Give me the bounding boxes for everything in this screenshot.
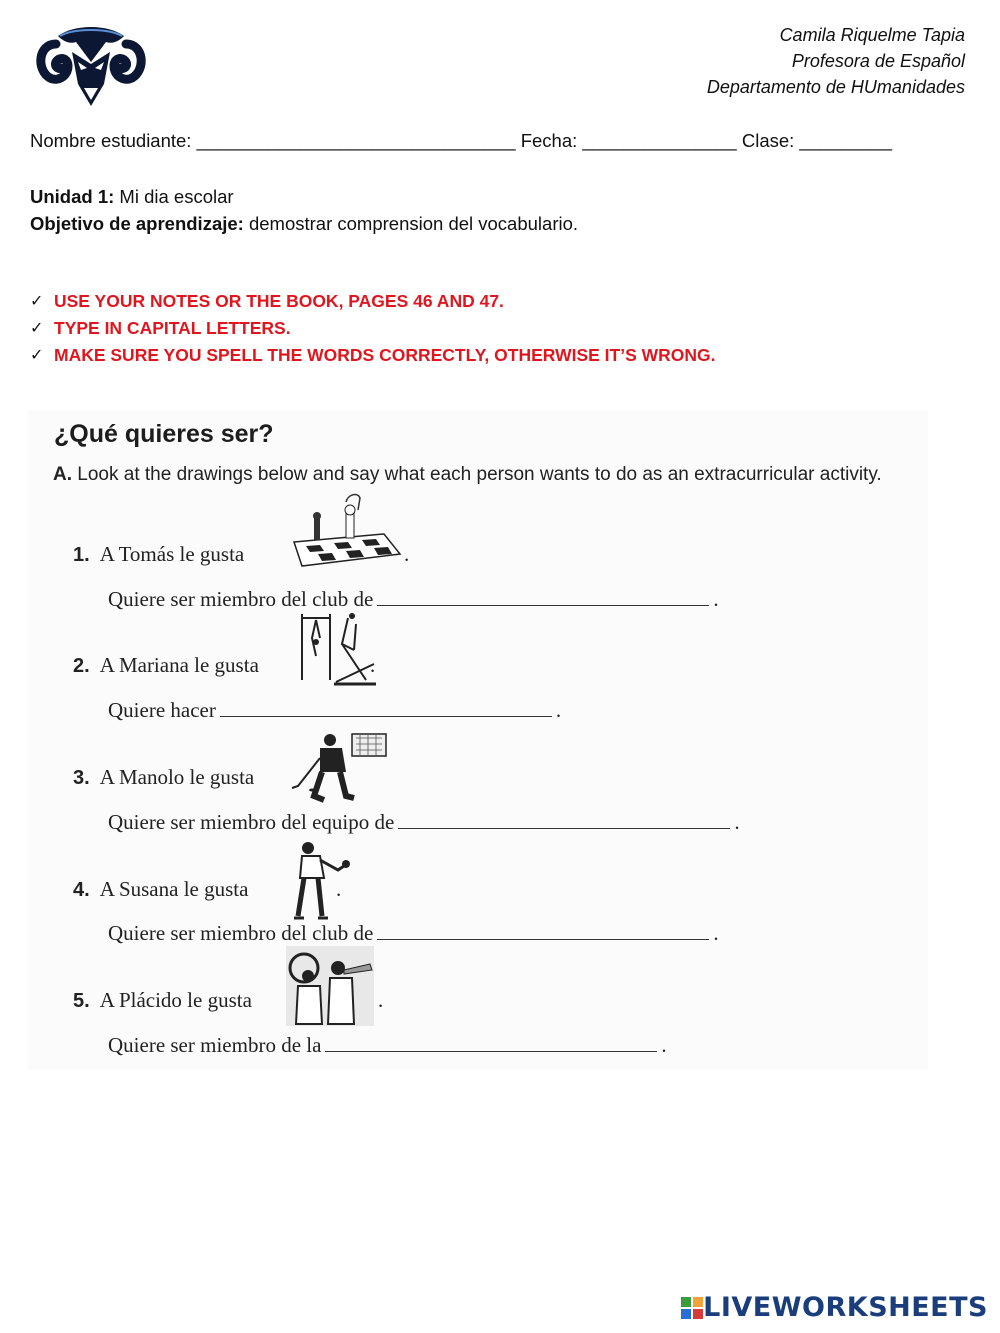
item-4-answer-line: Quiere ser miembro del club de . (108, 921, 719, 945)
unit-info (30, 183, 578, 237)
liveworksheets-brand: LIVEWORKSHEETS (703, 1292, 988, 1323)
student-info-line (30, 130, 892, 152)
prompt-letter: A. (53, 464, 72, 485)
answer-blank[interactable] (325, 1033, 657, 1052)
item-5-sentence: 5. A Plácido le gusta (73, 988, 252, 1012)
instructions-list (30, 288, 716, 369)
objective-label: Objetivo de aprendizaje: (30, 213, 244, 234)
instruction-item: ✓ TYPE IN CAPITAL LETTERS. (30, 315, 716, 342)
unit-label: Unidad 1: (30, 186, 115, 207)
objective-value: demostrar comprension del vocabulario. (243, 213, 579, 234)
liveworksheets-logo[interactable] (681, 1292, 988, 1323)
answer-blank[interactable] (377, 921, 709, 940)
teacher-title: Profesora de Español (791, 51, 965, 71)
bowling-icon (286, 840, 352, 922)
department: Departamento de HUmanidades (706, 77, 965, 97)
item-1-period: . (404, 542, 410, 566)
date-field[interactable]: Fecha: _______________ (520, 130, 737, 151)
school-logo (34, 22, 148, 110)
exercise-prompt (53, 462, 923, 487)
checkmark-icon: ✓ (30, 320, 44, 337)
item-4-sentence: 4. A Susana le gusta (73, 877, 249, 901)
liveworksheets-icon (681, 1297, 703, 1319)
hockey-icon (290, 730, 390, 810)
unit-value: Mi dia escolar (114, 186, 234, 207)
item-5-answer-line: Quiere ser miembro de la . (108, 1033, 667, 1057)
item-1-answer-line: Quiere ser miembro del club de . (108, 587, 719, 611)
answer-blank[interactable] (220, 698, 552, 717)
exercise-excerpt (28, 410, 928, 1070)
exercise-title: ¿Qué quieres ser? (54, 420, 274, 448)
gymnastics-icon (296, 610, 376, 688)
item-4-period: . (336, 877, 342, 901)
checkmark-icon: ✓ (30, 347, 44, 364)
checkmark-icon: ✓ (30, 293, 44, 310)
class-field[interactable]: Clase: _________ (741, 130, 893, 151)
item-5-period: . (378, 988, 384, 1012)
item-2-answer-line: Quiere hacer . (108, 698, 562, 722)
instruction-item: ✓ USE YOUR NOTES OR THE BOOK, PAGES 46 AND 47. (30, 288, 716, 315)
item-2-sentence: 2. A Mariana le gusta (73, 653, 259, 677)
teacher-name: Camila Riquelme Tapia (779, 25, 965, 45)
answer-blank[interactable] (398, 810, 730, 829)
student-name-field[interactable]: Nombre estudiante: _______________________________ (30, 130, 516, 151)
item-3-answer-line: Quiere ser miembro del equipo de . (108, 810, 740, 834)
item-1-sentence: 1. A Tomás le gusta (73, 542, 245, 566)
ram-head-icon (34, 22, 148, 110)
teacher-info (707, 22, 965, 100)
chess-icon (284, 490, 404, 570)
item-2-period: . (370, 653, 376, 677)
prompt-text: Look at the drawings below and say what each person wants to do as an extracurricular activity. (72, 464, 882, 485)
item-3-sentence: 3. A Manolo le gusta (73, 765, 255, 789)
answer-blank[interactable] (377, 587, 709, 606)
band-icon (286, 946, 374, 1026)
instruction-item: ✓ MAKE SURE YOU SPELL THE WORDS CORRECTLY, OTHERWISE IT’S WRONG. (30, 342, 716, 369)
